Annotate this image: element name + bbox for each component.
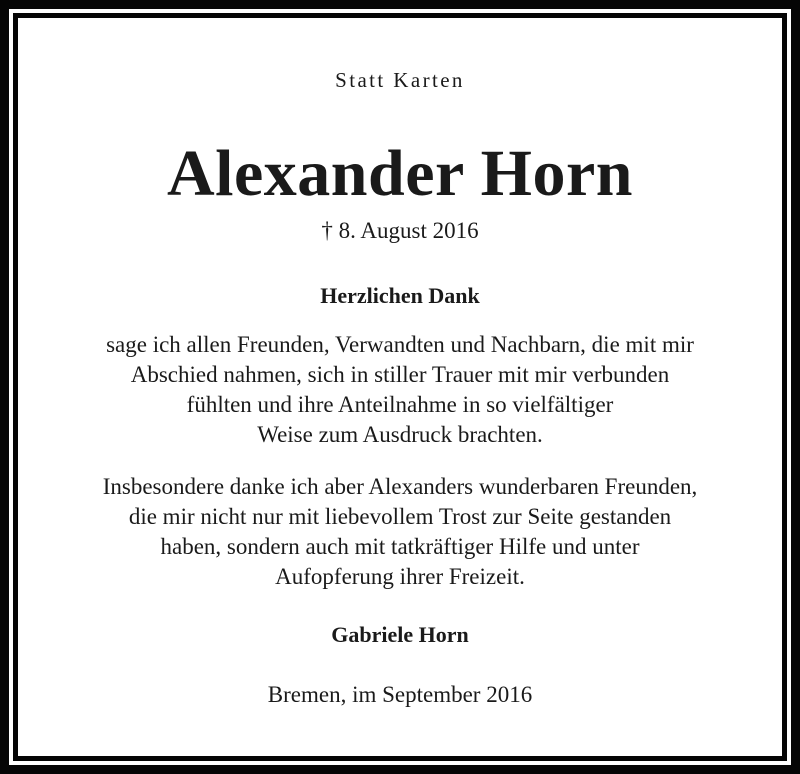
paragraph-line: Aufopferung ihrer Freizeit. xyxy=(275,564,525,589)
signer-name: Gabriele Horn xyxy=(331,622,469,647)
thanks-heading: Herzlichen Dank xyxy=(320,283,480,308)
paragraph-line: haben, sondern auch mit tatkräftiger Hilfe und unter xyxy=(160,534,640,559)
thanks-paragraph-2 xyxy=(18,472,782,592)
place-and-date: Bremen, im September 2016 xyxy=(267,682,533,707)
paragraph-line: sage ich allen Freunden, Verwandten und Nachbarn, die mit mir xyxy=(106,332,694,357)
death-date: † 8. August 2016 xyxy=(321,218,479,243)
deceased-name: Alexander Horn xyxy=(167,137,633,210)
paragraph-line: fühlten und ihre Anteilnahme in so vielfältiger xyxy=(186,392,614,417)
preheader: Statt Karten xyxy=(335,68,465,92)
paragraph-line: die mir nicht nur mit liebevollem Trost zur Seite gestanden xyxy=(128,504,672,529)
paragraph-line: Insbesondere danke ich aber Alexanders wunderbaren Freunden, xyxy=(102,474,698,499)
obituary-notice xyxy=(18,18,782,756)
thanks-paragraph-1 xyxy=(18,330,782,450)
paragraph-line: Weise zum Ausdruck brachten. xyxy=(257,422,543,447)
paragraph-line: Abschied nahmen, sich in stiller Trauer mit mir verbunden xyxy=(130,362,670,387)
